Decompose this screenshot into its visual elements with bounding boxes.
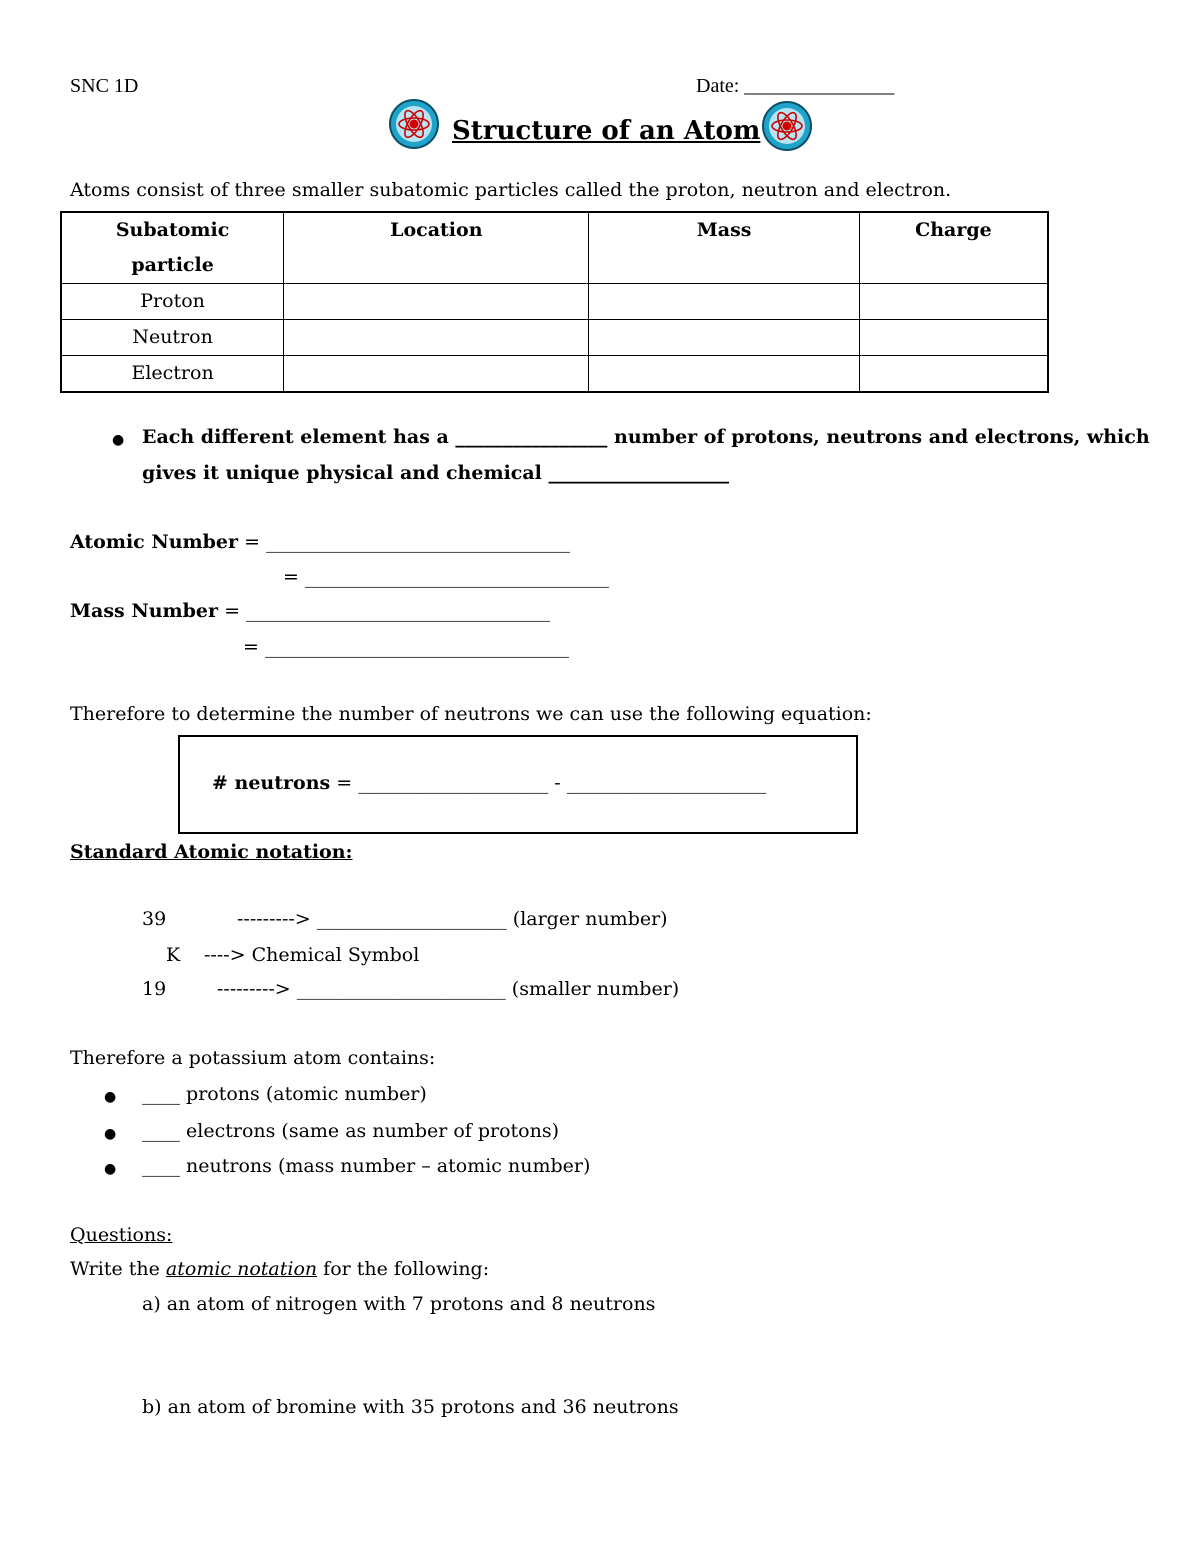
course-code: SNC 1D: [70, 75, 139, 97]
question-a: a) an atom of nitrogen with 7 protons and 8 neutrons: [142, 1293, 656, 1315]
table-header-row: [61, 212, 1048, 284]
list-item: ____ protons (atomic number): [142, 1083, 427, 1105]
blank-cell[interactable]: [859, 284, 1048, 320]
atomic-number-blank: = ________________________________: [238, 531, 571, 553]
mass-number-line: [70, 600, 550, 622]
bullet-text-line: Each different element has a ________________ number of protons, neutrons and electrons, which: [142, 426, 1150, 448]
questions-heading: Questions:: [70, 1224, 173, 1246]
blank-cell[interactable]: [589, 356, 859, 393]
blank-cell[interactable]: [589, 284, 859, 320]
subatomic-table: [60, 211, 1049, 393]
prompt-text: Write the: [70, 1258, 166, 1280]
bullet-icon: ●: [104, 1126, 117, 1142]
date-field: Date: _______________: [696, 75, 895, 97]
bullet-icon: ●: [104, 1089, 117, 1105]
header-cell-charge: Charge: [859, 212, 1048, 284]
row-label: Proton: [61, 284, 284, 320]
neutron-equation-intro: Therefore to determine the number of neutrons we can use the following equation:: [70, 703, 872, 725]
mass-number-label: Mass Number: [70, 600, 219, 622]
blank-cell[interactable]: [284, 320, 589, 356]
blank-cell[interactable]: [589, 320, 859, 356]
mass-number-blank-2: = ________________________________: [243, 636, 569, 658]
questions-prompt: [70, 1258, 489, 1280]
list-item: ____ electrons (same as number of protons): [142, 1120, 560, 1142]
section-heading: Standard Atomic notation:: [70, 841, 353, 863]
atomic-number-arrow: ---------> ______________________ (smaller number): [217, 978, 680, 1000]
equation-label: # neutrons: [212, 772, 331, 794]
page-title: Structure of an Atom: [452, 116, 761, 146]
bullet-icon: ●: [112, 432, 125, 448]
atomic-number-value: 19: [142, 978, 167, 1000]
header-line: particle: [131, 254, 214, 276]
blank-cell[interactable]: [859, 320, 1048, 356]
row-label: Electron: [61, 356, 284, 393]
mass-number-blank: = ________________________________: [218, 600, 551, 622]
equation-blanks: = ____________________ - _____________________: [330, 772, 767, 794]
atom-icon: [761, 100, 813, 152]
atom-icon: [388, 98, 440, 150]
table-row: [61, 320, 1048, 356]
atomic-number-label: Atomic Number: [70, 531, 239, 553]
blank-cell[interactable]: [859, 356, 1048, 393]
atomic-number-line: [70, 531, 570, 553]
chemical-symbol-arrow: ----> Chemical Symbol: [204, 944, 420, 966]
potassium-intro: Therefore a potassium atom contains:: [70, 1047, 436, 1069]
row-label: Neutron: [61, 320, 284, 356]
intro-text: Atoms consist of three smaller subatomic particles called the proton, neutron and electron.: [70, 179, 952, 201]
chemical-symbol: K: [166, 944, 181, 966]
table-row: [61, 284, 1048, 320]
mass-number-value: 39: [142, 908, 167, 930]
prompt-text: for the following:: [317, 1258, 490, 1280]
header-cell-location: Location: [284, 212, 589, 284]
neutron-equation: [212, 772, 766, 794]
prompt-emphasis: atomic notation: [165, 1258, 318, 1280]
atomic-number-blank-2: = ________________________________: [283, 566, 609, 588]
bullet-text-line: gives it unique physical and chemical ___________________: [142, 462, 729, 484]
blank-cell[interactable]: [284, 284, 589, 320]
list-item: ____ neutrons (mass number – atomic number): [142, 1155, 591, 1177]
header-line: Subatomic: [115, 219, 230, 241]
header-cell-mass: Mass: [589, 212, 859, 284]
header-cell-particle: [61, 212, 284, 284]
table-row: [61, 356, 1048, 393]
blank-cell[interactable]: [284, 356, 589, 393]
bullet-icon: ●: [104, 1161, 117, 1177]
question-b: b) an atom of bromine with 35 protons and 36 neutrons: [142, 1396, 679, 1418]
mass-number-arrow: ---------> ____________________ (larger number): [237, 908, 668, 930]
